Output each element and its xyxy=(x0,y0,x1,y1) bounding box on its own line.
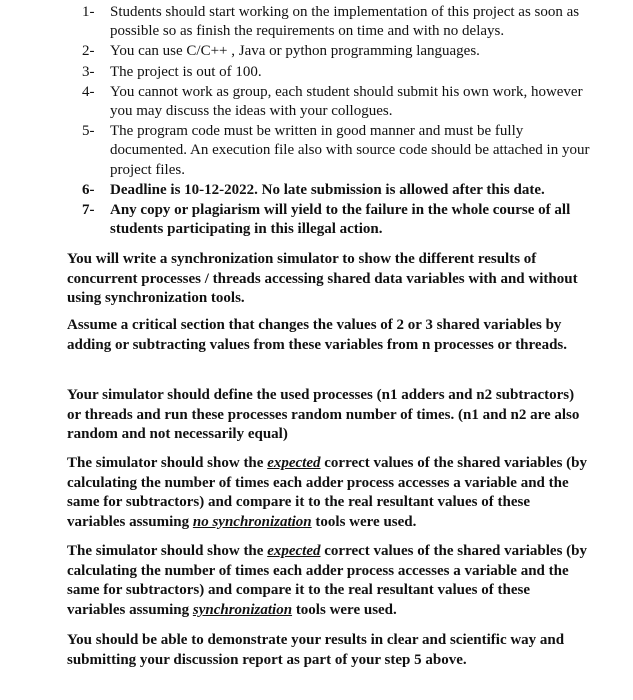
rule-text: You can use C/C++ , Java or python programming languages. xyxy=(110,43,480,60)
rule-item-3 xyxy=(82,63,602,82)
rule-number: 2- xyxy=(82,43,95,60)
text-run: The simulator should show the xyxy=(67,543,268,559)
text-run: correct values of the shared variables (by calculating the number of times each adder process accesses a variable and the same for subtractors) and compare it to the real resultant values of these variables assuming xyxy=(67,455,587,530)
rule-number: 1- xyxy=(82,4,95,20)
paragraph-simulator-intro: You will write a synchronization simulator to show the different results of concurrent processes / threads accessing shared data variables with and without using synchronization tools. xyxy=(67,251,578,306)
paragraph-critical-section: Assume a critical section that changes the values of 2 or 3 shared variables by adding or subtracting values from these variables from n processes or threads. xyxy=(67,317,568,353)
rule-text: The project is out of 100. xyxy=(110,63,262,80)
rule-item-2 xyxy=(82,42,602,61)
rule-item-6 xyxy=(82,181,602,200)
paragraph-no-sync xyxy=(67,454,587,532)
rule-item-5 xyxy=(82,122,602,180)
emphasis-no-synchronization: no synchronization xyxy=(192,513,312,530)
emphasis-synchronization: synchronization xyxy=(192,601,293,618)
rule-number: 7- xyxy=(82,202,95,219)
rule-number: 3- xyxy=(82,63,95,80)
rule-text: The program code must be written in good manner and must be fully documented. An execution file also with source code should be attached in your project files. xyxy=(110,123,590,178)
emphasis-expected: expected xyxy=(267,455,321,471)
rule-item-7 xyxy=(82,201,602,239)
paragraph-demonstrate: You should be able to demonstrate your results in clear and scientific way and submitting your discussion report as part of your step 5 above. xyxy=(67,632,565,668)
text-run: tools were used. xyxy=(311,513,417,530)
rule-number: 6- xyxy=(82,181,95,198)
rule-item-4 xyxy=(82,83,602,121)
emphasis-expected: expected xyxy=(267,543,321,559)
text-run: tools were used. xyxy=(292,601,397,618)
text-run: correct values of the shared variables (by calculating the number of times each adder process accesses a variable and the same for subtractors) and compare it to the real resultant values of these variables assuming xyxy=(67,543,587,618)
rule-number: 4- xyxy=(82,83,95,100)
rule-item-1 xyxy=(82,3,602,41)
rule-number: 5- xyxy=(82,123,95,140)
text-run: The simulator should show the xyxy=(67,455,268,471)
rule-text: Any copy or plagiarism will yield to the failure in the whole course of all students participating in this illegal action. xyxy=(110,202,571,238)
rules-list xyxy=(82,3,602,240)
paragraph-processes: Your simulator should define the used processes (n1 adders and n2 subtractors) or threads and run these processes random number of times. (n1 and n2 are also random and not necessarily equal) xyxy=(67,387,580,442)
rule-text: Deadline is 10-12-2022. No late submission is allowed after this date. xyxy=(110,181,545,198)
paragraph-with-sync xyxy=(67,542,587,620)
rule-text: You cannot work as group, each student should submit his own work, however you may discuss the ideas with your collogues. xyxy=(110,83,583,120)
rule-text: Students should start working on the implementation of this project as soon as possible so as finish the requirements on time and with no delays. xyxy=(110,4,580,40)
